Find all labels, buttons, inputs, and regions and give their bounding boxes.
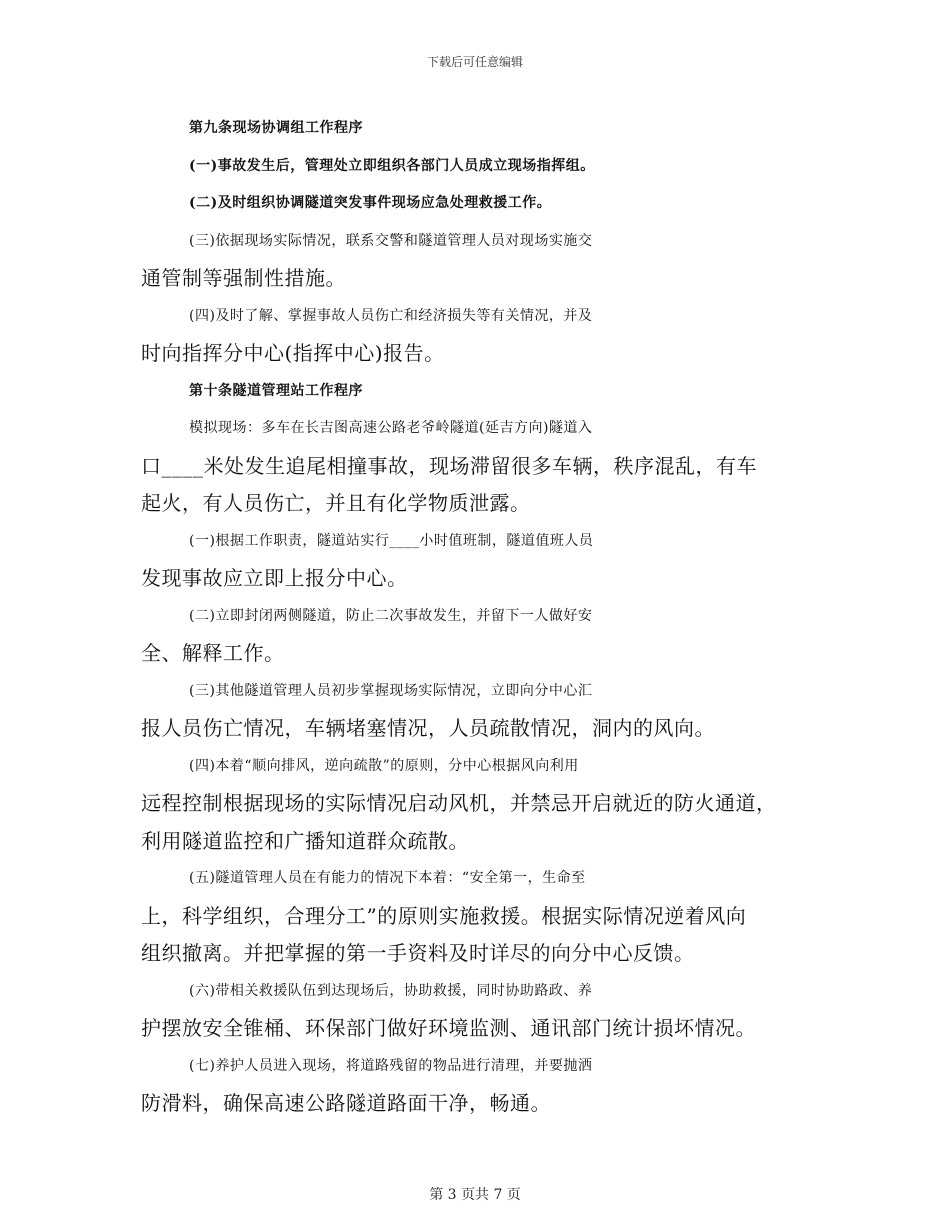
section-heading: 第十条隧道管理站工作程序	[189, 382, 363, 399]
paragraph-line: 防滑料，确保高速公路隧道路面干净，畅通。	[141, 1091, 551, 1115]
paragraph-line: 报人员伤亡情况，车辆堵塞情况，人员疏散情况，洞内的风向。	[141, 716, 715, 740]
paragraph-line: 组织撤离。并把掌握的第一手资料及时详尽的向分中心反馈。	[141, 941, 695, 965]
paragraph-line: 通管制等强制性措施。	[141, 266, 346, 290]
paragraph-line: (四)本着“顺向排风，逆向疏散”的原则，分中心根据风向利用	[189, 757, 579, 774]
paragraph-line: (七)养护人员进入现场，将道路残留的物品进行清理，并要抛洒	[189, 1057, 593, 1074]
section-heading: 第九条现场协调组工作程序	[189, 120, 363, 136]
paragraph-line: (二)立即封闭两侧隧道，防止二次事故发生，并留下一人做好安	[189, 607, 593, 624]
paragraph-line: (六)带相关救援队伍到达现场后，协助救援，同时协助路政、养	[189, 982, 593, 999]
paragraph-line: 口____米处发生追尾相撞事故，现场滞留很多车辆，秩序混乱，有车	[141, 453, 757, 478]
page-footer: 第 3 页共 7 页	[429, 1187, 521, 1203]
paragraph-line: (一)事故发生后，管理处立即组织各部门人员成立现场指挥组。	[189, 157, 595, 174]
paragraph-line: (二)及时组织协调隧道突发事件现场应急处理救援工作。	[189, 195, 552, 211]
paragraph-line: 上，科学组织，合理分工”的原则实施救援。根据实际情况逆着风向	[141, 903, 747, 928]
paragraph-line: (三)依据现场实际情况，联系交警和隧道管理人员对现场实施交	[189, 232, 593, 249]
paragraph-line: 远程控制根据现场的实际情况启动风机，并禁忌开启就近的防火通道，	[141, 791, 777, 815]
paragraph-line: 护摆放安全锥桶、环保部门做好环境监测、通讯部门统计损坏情况。	[141, 1016, 756, 1040]
paragraph-line: 利用隧道监控和广播知道群众疏散。	[141, 828, 469, 853]
paragraph-line: 全、解释工作。	[141, 641, 285, 665]
paragraph-line: (四)及时了解、掌握事故人员伤亡和经济损失等有关情况，并及	[189, 307, 593, 324]
paragraph-line: (一)根据工作职责，隧道站实行____小时值班制，隧道值班人员	[189, 532, 594, 549]
paragraph-line: 发现事故应立即上报分中心。	[141, 566, 408, 590]
paragraph-line: 模拟现场：多车在长吉图高速公路老爷岭隧道(延吉方向)隧道入	[189, 420, 593, 436]
paragraph-line: (五)隧道管理人员在有能力的情况下本着：“安全第一，生命至	[189, 870, 586, 886]
paragraph-line: 时向指挥分中心(指挥中心)报告。	[141, 341, 445, 365]
page-header: 下载后可任意编辑	[426, 55, 523, 69]
paragraph-line: (三)其他隧道管理人员初步掌握现场实际情况，立即向分中心汇	[189, 682, 593, 699]
document-body	[141, 110, 801, 1123]
paragraph-line: 起火，有人员伤亡，并且有化学物质泄露。	[141, 491, 531, 515]
